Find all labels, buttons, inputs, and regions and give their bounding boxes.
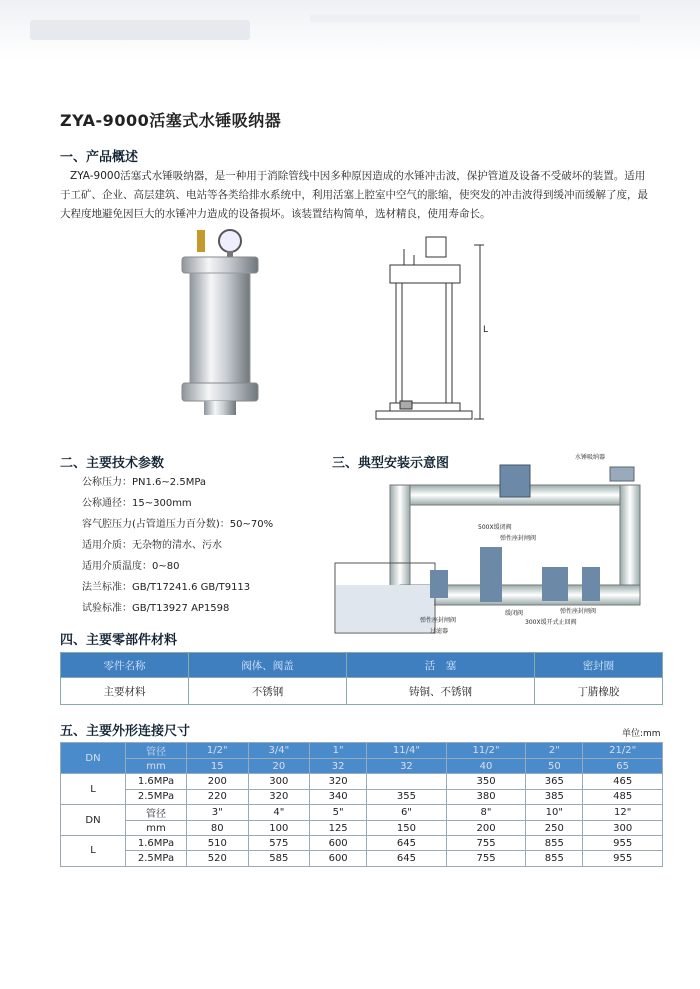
- table-cell: 200: [187, 774, 249, 789]
- table-row: [61, 678, 663, 705]
- table-cell: 20: [248, 759, 310, 774]
- table-cell: 350: [446, 774, 526, 789]
- section5-heading: 五、主要外形连接尺寸: [60, 724, 191, 739]
- header-logo-faded: [30, 20, 250, 40]
- product-photo: [170, 225, 270, 420]
- table-cell: 520: [187, 851, 249, 866]
- table-cell: 100: [248, 820, 310, 835]
- header-cell: 阀体、阀盖: [189, 653, 347, 678]
- header-cell: 密封圈: [534, 653, 662, 678]
- table-cell: 200: [446, 820, 526, 835]
- header-cell: 零件名称: [61, 653, 189, 678]
- page-title: ZYA-9000活塞式水锤吸纳器: [60, 111, 282, 130]
- table-row: [61, 789, 663, 804]
- table-cell: 385: [526, 789, 583, 804]
- valve1-label: 500X缓闭阀: [478, 524, 512, 531]
- table-cell: 380: [446, 789, 526, 804]
- section1-heading: 一、产品概述: [60, 150, 139, 165]
- table-cell: DN: [61, 743, 126, 774]
- pump-valve-label: 300X缓开式止回阀: [525, 619, 577, 626]
- param-item: 适用介质温度：0~80: [82, 561, 180, 572]
- check1-label: 弹性座封闸阀: [500, 535, 537, 542]
- dimension-drawing: [368, 225, 498, 425]
- table-cell: 300: [248, 774, 310, 789]
- table-cell: 1": [310, 743, 367, 759]
- param-item: 公称通径：15~300mm: [82, 498, 192, 509]
- param-item: 试验标准：GB/T13927 AP1598: [82, 603, 230, 614]
- table-cell: 150: [367, 820, 447, 835]
- table-cell: 6": [367, 804, 447, 820]
- table-cell: 2.5MPa: [126, 789, 187, 804]
- table-cell: 600: [310, 851, 367, 866]
- table-cell: 40: [446, 759, 526, 774]
- table-cell: 主要材料: [61, 678, 189, 705]
- param-item: 法兰标准：GB/T17241.6 GB/T9113: [82, 582, 251, 593]
- table-cell: 645: [367, 836, 447, 851]
- table-cell: 485: [583, 789, 663, 804]
- table-header-row: [61, 653, 663, 678]
- table-cell: 32: [367, 759, 447, 774]
- filter-label: 过滤器: [430, 628, 449, 635]
- parameter-list: [82, 472, 273, 619]
- table-cell: 8": [446, 804, 526, 820]
- table-cell: 340: [310, 789, 367, 804]
- header-line-faded: [310, 14, 640, 22]
- table-cell: 585: [248, 851, 310, 866]
- table-cell: 丁腈橡胶: [534, 678, 662, 705]
- absorber-label: 水锤吸纳器: [575, 454, 606, 461]
- table-cell: [367, 774, 447, 789]
- table-cell: 5": [310, 804, 367, 820]
- table-cell: mm: [126, 820, 187, 835]
- section4-heading: 四、主要零部件材料: [60, 633, 178, 648]
- table-cell: 10": [526, 804, 583, 820]
- table-cell: 2": [526, 743, 583, 759]
- unit-label: 单位:mm: [622, 729, 661, 739]
- section2-heading: 二、主要技术参数: [60, 456, 165, 471]
- table-cell: 855: [526, 836, 583, 851]
- table-cell: 855: [526, 851, 583, 866]
- table-cell: 铸铜、不锈钢: [347, 678, 535, 705]
- table-cell: 15: [187, 759, 249, 774]
- table-cell: 11/2": [446, 743, 526, 759]
- param-item: 适用介质：无杂物的清水、污水: [82, 540, 222, 551]
- table-cell: 125: [310, 820, 367, 835]
- section3-heading: 三、典型安装示意图: [332, 456, 450, 471]
- table-cell: 365: [526, 774, 583, 789]
- table-row: [61, 836, 663, 851]
- table-cell: 755: [446, 851, 526, 866]
- table-cell: 2.5MPa: [126, 851, 187, 866]
- check3-label: 弹性座封闸阀: [560, 608, 597, 615]
- table-cell: 50: [526, 759, 583, 774]
- check2-label: 弹性座封闸阀: [420, 617, 457, 624]
- table-cell: 300: [583, 820, 663, 835]
- table-cell: 355: [367, 789, 447, 804]
- table-cell: 250: [526, 820, 583, 835]
- table-cell: 755: [446, 836, 526, 851]
- dimension-L-label: L: [483, 325, 489, 335]
- table-cell: 80: [187, 820, 249, 835]
- table-cell: 510: [187, 836, 249, 851]
- table-cell: mm: [126, 759, 187, 774]
- table-cell: 11/4": [367, 743, 447, 759]
- table-cell: 575: [248, 836, 310, 851]
- table-cell: 955: [583, 836, 663, 851]
- table-cell: 21/2": [583, 743, 663, 759]
- table-row: [61, 774, 663, 789]
- dimensions-table: [60, 742, 663, 867]
- param-item: 容气腔压力(占管道压力百分数)：50~70%: [82, 519, 274, 530]
- header-cell: 活 塞: [347, 653, 535, 678]
- table-cell: 645: [367, 851, 447, 866]
- table-cell: 220: [187, 789, 249, 804]
- table-cell: L: [61, 774, 126, 805]
- table-cell: 管径: [126, 804, 187, 820]
- table-row: [61, 851, 663, 866]
- materials-table: [60, 652, 663, 705]
- table-cell: 12": [583, 804, 663, 820]
- table-cell: 不锈钢: [189, 678, 347, 705]
- table-cell: 管径: [126, 743, 187, 759]
- relief-label: 缓闭阀: [505, 610, 524, 617]
- overview-text: ZYA-9000活塞式水锤吸纳器，是一种用于消除管线中因多种原因造成的水锤冲击波，保护管道及设备不受破坏的装置。适用于工矿、企业、高层建筑、电站等各类给排水系统中，利用活塞上腔室中空气的胀缩，使突发的冲击波得到缓冲而缓解了度，最大程度地避免因巨大的水锤冲力造成的设备损坏。该装置结构简单，选材精良，使用寿命长。: [60, 170, 648, 220]
- table-cell: 465: [583, 774, 663, 789]
- table-cell: DN: [61, 804, 126, 835]
- table-row: [61, 743, 663, 759]
- table-cell: 32: [310, 759, 367, 774]
- table-cell: 320: [248, 789, 310, 804]
- table-cell: 65: [583, 759, 663, 774]
- installation-diagram: [330, 455, 670, 645]
- table-row: [61, 759, 663, 774]
- table-cell: 320: [310, 774, 367, 789]
- table-cell: 4": [248, 804, 310, 820]
- table-cell: 3": [187, 804, 249, 820]
- table-cell: L: [61, 836, 126, 867]
- table-row: [61, 804, 663, 820]
- table-cell: 1/2": [187, 743, 249, 759]
- table-cell: 600: [310, 836, 367, 851]
- table-row: [61, 820, 663, 835]
- param-item: 公称压力：PN1.6~2.5MPa: [82, 477, 207, 488]
- table-cell: 955: [583, 851, 663, 866]
- table-cell: 1.6MPa: [126, 836, 187, 851]
- table-cell: 1.6MPa: [126, 774, 187, 789]
- table-cell: 3/4": [248, 743, 310, 759]
